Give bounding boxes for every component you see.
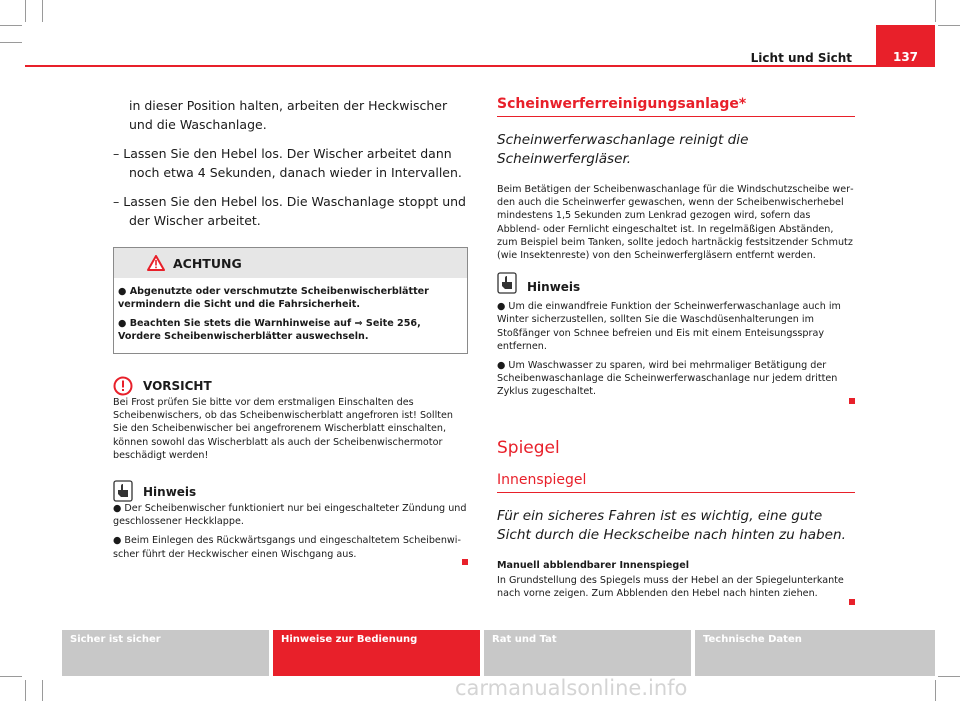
- warning-body: [114, 278, 467, 353]
- warning-header: [114, 248, 467, 278]
- section-heading: Scheinwerferreinigungsanlage*: [497, 96, 855, 117]
- subsection-lead: Für ein sicheres Fahren ist es wichtig, eine gute Sicht durch die Heckscheibe nach hinten zu haben.: [497, 507, 846, 543]
- left-column: [113, 96, 468, 570]
- note-item: ● Beim Einlegen des Rückwärtsgangs und eingeschaltetem Scheibenwischer führt der Heckwischer einen Wischgang aus.: [113, 535, 461, 560]
- end-of-section-marker: [849, 599, 855, 605]
- header-rule: [25, 65, 935, 67]
- section-body: Beim Betätigen der Scheibenwaschanlage für die Windschutzscheibe werden auch die Scheinwerfer gewaschen, wenn der Scheibenwischerhebel mindestens 1,5 Sekunden zum Lenkrad gezogen wird, sofern das Abblend- oder Fernlicht eingeschaltet ist. In regelmäßigen Abständen, zum Beispiel beim Tanken, sollte jedoch hartnäckig festsitzender Schmutz (wie Insektenreste) von den Scheinwerfergläsern entfernt werden.: [497, 184, 854, 262]
- subsection-heading: Innenspiegel: [497, 472, 855, 493]
- footer-tab-rat[interactable]: Rat und Tat: [484, 630, 691, 676]
- warning-box: [113, 247, 468, 354]
- crop-mark: [42, 0, 43, 22]
- step-item: – Lassen Sie den Hebel los. Die Waschanlage stoppt und der Wischer arbeitet.: [113, 194, 466, 228]
- crop-mark: [25, 0, 26, 22]
- note-hand-icon: [497, 272, 517, 294]
- warning-item: ● Abgenutzte oder verschmutzte Scheibenwischerblätter vermindern die Sicht und die Fahrsicherheit.: [118, 286, 429, 310]
- note-item: ● Um Waschwasser zu sparen, wird bei mehrmaliger Betätigung der Scheibenwaschanlage die Scheinwerferwaschanlage nur jedem dritten Zyklus zugeschaltet.: [497, 360, 838, 398]
- crop-mark: [935, 0, 936, 22]
- crop-mark: [0, 25, 22, 26]
- note-item: ● Um die einwandfreie Funktion der Scheinwerferwaschanlage auch im Winter sicherzustellen, sollten Sie die Waschdüsenhalterungen im Stoßfänger von Schnee befreien und Eis mit einem Enteisungsspray entfernen.: [497, 301, 841, 352]
- end-of-section-marker: [462, 559, 468, 565]
- right-column: [497, 96, 855, 609]
- note-heading: [497, 270, 855, 294]
- crop-mark: [935, 680, 936, 701]
- subsection-body: In Grundstellung des Spiegels muss der Hebel an der Spiegelunterkante nach vorne zeigen. Zum Abblenden den Hebel nach hinten ziehen.: [497, 574, 844, 600]
- footer-tab-sicher[interactable]: Sicher ist sicher: [62, 630, 269, 676]
- warning-item: ● Beachten Sie stets die Warnhinweise auf ⇒ Seite 256, Vordere Scheibenwischerblätter auswechseln.: [118, 318, 421, 342]
- note-title: Hinweis: [143, 485, 197, 500]
- footer-tab-bedienung[interactable]: Hinweise zur Bedienung: [273, 630, 480, 676]
- step-item: – Lassen Sie den Hebel los. Der Wischer arbeitet dann noch etwa 4 Sekunden, danach wieder in Intervallen.: [113, 146, 462, 180]
- note-title: Hinweis: [527, 280, 581, 295]
- note-hand-icon: [113, 480, 133, 502]
- warning-title: ACHTUNG: [173, 255, 242, 271]
- caution-text: Bei Frost prüfen Sie bitte vor dem erstmaligen Einschalten des Scheibenwischers, ob das Scheibenwischerblatt angefroren ist! Sollten Sie den Scheibenwischer bei angefrorenem Wischerblatt einschalten, können sowohl das Wischerblatt als auch der Scheibenwischermotor beschädigt werden!: [113, 397, 453, 461]
- crop-mark: [42, 680, 43, 701]
- crop-mark: [938, 676, 960, 677]
- crop-mark: [938, 25, 960, 26]
- caution-title: VORSICHT: [143, 379, 212, 393]
- caution-exclamation-icon: [113, 376, 133, 396]
- intro-continuation: in dieser Position halten, arbeiten der Heckwischer und die Waschanlage.: [129, 98, 448, 132]
- page-number: 137: [892, 50, 919, 64]
- running-header-title: Licht und Sicht: [750, 51, 852, 65]
- caution-heading: [113, 372, 468, 396]
- end-of-section-marker: [849, 398, 855, 404]
- chapter-title: Spiegel: [497, 437, 560, 458]
- note-item: ● Der Scheibenwischer funktioniert nur bei eingeschalteter Zündung und geschlossener Heckklappe.: [113, 503, 467, 528]
- warning-triangle-icon: [147, 255, 165, 271]
- section-lead: Scheinwerferwaschanlage reinigt die Scheinwerfergläser.: [497, 132, 749, 167]
- crop-mark: [25, 680, 26, 701]
- note-heading: [113, 478, 468, 502]
- watermark: carmanualsonline.info: [455, 676, 688, 700]
- footer-tab-technische[interactable]: Technische Daten: [695, 630, 935, 676]
- subheading: Manuell abblendbarer Innenspiegel: [497, 559, 690, 571]
- crop-mark: [0, 676, 22, 677]
- crop-mark: [0, 42, 22, 43]
